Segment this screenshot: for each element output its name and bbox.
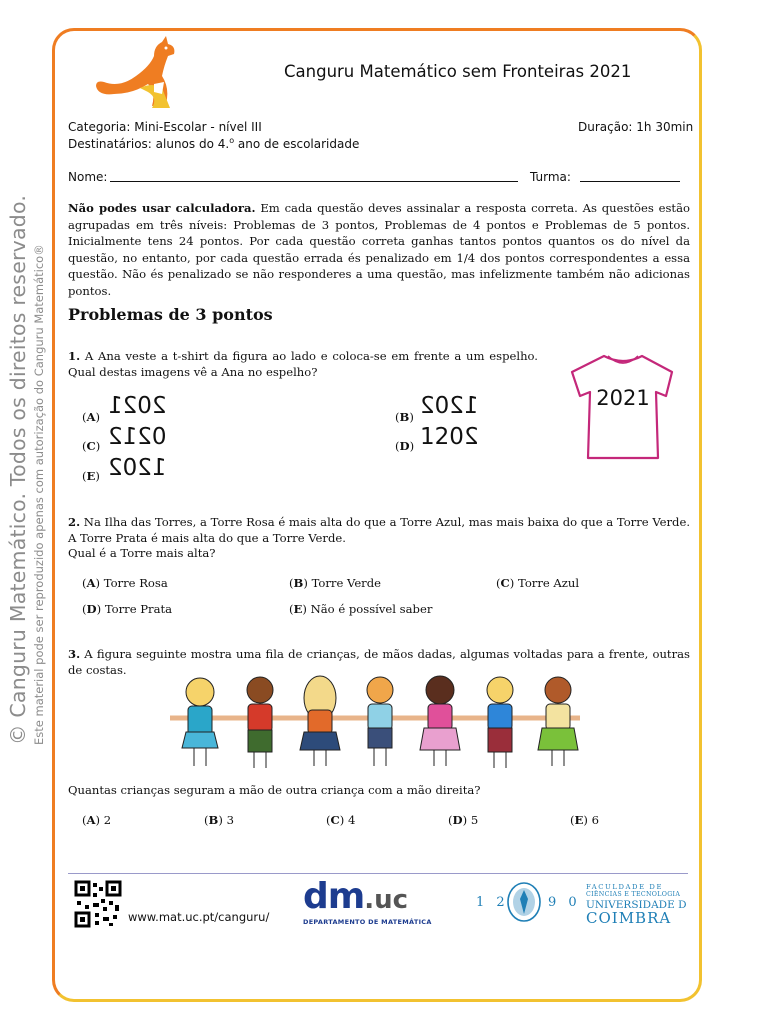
name-label: Nome:: [68, 170, 108, 184]
q2-option-e-text: Não é possível saber: [310, 602, 433, 616]
instructions: [68, 200, 690, 300]
q2-option-b[interactable]: (B) Torre Verde: [289, 576, 381, 590]
q2-option-a-label: A: [86, 576, 96, 590]
uc-faculty-line2: CIÊNCIAS E TECNOLOGIA: [586, 891, 681, 898]
kangaroo-logo: [92, 36, 188, 112]
category-label: Categoria: Mini-Escolar - nível III: [68, 120, 262, 134]
q1-option-d-label: D: [399, 439, 410, 453]
q2-question: Qual é a Torre mais alta?: [68, 546, 216, 560]
uc-year-right: 9 0: [548, 895, 581, 910]
q1-option-a[interactable]: (A): [82, 410, 101, 424]
uc-seal-icon: [506, 881, 542, 923]
q3-option-b-text: 3: [226, 813, 234, 827]
footer-url-link[interactable]: www.mat.uc.pt/canguru/: [128, 910, 270, 924]
q1-number: 1.: [68, 349, 81, 363]
q2-text: Na Ilha das Torres, a Torre Rosa é mais alta do que a Torre Azul, mas mais baixa do que a Torre Verde. A Torre Prata é mais alta do que a Torre Verde.: [68, 515, 690, 545]
uc-faculty-line1: FACULDADE DE: [586, 883, 664, 891]
q3-option-d[interactable]: (D) 5: [448, 813, 479, 827]
q3-number: 3.: [68, 647, 81, 661]
q3-option-d-label: D: [452, 813, 463, 827]
q1-option-d[interactable]: (D): [395, 439, 415, 453]
qr-code-icon[interactable]: [74, 880, 122, 928]
copyright-subline: Este material pode ser reproduzido apenas com autorização do Canguru Matemático®: [32, 244, 46, 745]
recipients-label: [68, 136, 359, 151]
duration-label: Duração: 1h 30min: [578, 120, 694, 134]
q1-option-e-value: 1202: [108, 455, 167, 481]
name-field[interactable]: [110, 181, 518, 182]
q2-option-a-text: Torre Rosa: [103, 576, 168, 590]
q1-option-b-value: 1202: [420, 393, 479, 419]
uc-university-label: UNIVERSIDADE D: [586, 899, 687, 911]
footer-divider: [68, 873, 688, 874]
q1-option-a-label: A: [86, 410, 96, 424]
instructions-text: Em cada questão deves assinalar a resposta correta. As questões estão agrupadas em três níveis: Problemas de 3 pontos, Problemas de 4 pontos e Problemas de 5 pontos. Inicialmente tens 24 pontos. Por cada questão correta ganhas tantos pontos quantos os do nível da questão, no entanto, por cada questão errada és penalizado em 1/4 dos pontos correspondentes a essa questão. Não és penalizado se não responderes a uma questão, mas infelizmente também não adicionas pontos.: [68, 201, 690, 298]
section-title: Problemas de 3 pontos: [68, 305, 273, 324]
q2-option-a[interactable]: (A) Torre Rosa: [82, 576, 168, 590]
q1-option-c-value: 0212: [108, 424, 167, 450]
q3-option-a-label: A: [86, 813, 96, 827]
q3-option-c-text: 4: [347, 813, 356, 827]
q3-option-c[interactable]: (C) 4: [326, 813, 356, 827]
q2-option-d[interactable]: (D) Torre Prata: [82, 602, 173, 616]
tshirt-image: [566, 350, 680, 464]
q1-option-e[interactable]: (E): [82, 469, 100, 483]
q3-option-e-text: 6: [591, 813, 599, 827]
q2-option-d-text: Torre Prata: [104, 602, 173, 616]
q3-option-c-label: C: [330, 813, 340, 827]
q1-option-b-label: B: [399, 410, 410, 424]
q1-option-c-label: C: [86, 439, 96, 453]
header-title: Canguru Matemático sem Fronteiras 2021: [284, 62, 632, 81]
q1-option-c[interactable]: (C): [82, 439, 101, 453]
q2-option-e[interactable]: (E) Não é possível saber: [289, 602, 433, 616]
instructions-bold: Não podes usar calculadora.: [68, 201, 256, 215]
q3-option-b[interactable]: (B) 3: [204, 813, 234, 827]
class-label: Turma:: [530, 170, 571, 184]
q3-option-e[interactable]: (E) 6: [570, 813, 599, 827]
uc-year-left: 1 2: [476, 895, 509, 910]
recipients-text: Destinatários: alunos do 4.: [68, 137, 230, 151]
q3-option-b-label: B: [208, 813, 219, 827]
question-2: [68, 515, 690, 562]
uc-coimbra-label: COIMBRA: [586, 909, 672, 927]
q3-question: Quantas crianças seguram a mão de outra criança com a mão direita?: [68, 783, 481, 797]
q1-option-e-label: E: [86, 469, 96, 483]
q1-option-a-value: 2021: [108, 393, 167, 419]
q3-option-d-text: 5: [470, 813, 479, 827]
recipients-rest: ano de escolaridade: [234, 137, 360, 151]
dm-logo-main: dm: [303, 876, 365, 917]
q2-number: 2.: [68, 515, 81, 529]
question-1: [68, 349, 538, 380]
dm-uc-logo: [303, 876, 408, 917]
dm-dept-label: DEPARTAMENTO DE MATEMÁTICA: [303, 918, 432, 926]
q2-option-c[interactable]: (C) Torre Azul: [496, 576, 580, 590]
q2-option-c-text: Torre Azul: [517, 576, 580, 590]
q1-option-d-value: 1202: [420, 424, 479, 450]
q2-option-d-label: D: [86, 602, 97, 616]
q1-option-b[interactable]: (B): [395, 410, 414, 424]
q2-option-e-label: E: [293, 602, 303, 616]
class-field[interactable]: [580, 181, 680, 182]
tshirt-text: 2021: [596, 386, 650, 410]
q2-option-b-text: Torre Verde: [311, 576, 381, 590]
q1-text: A Ana veste a t-shirt da figura ao lado e coloca-se em frente a um espelho. Qual destas imagens vê a Ana no espelho?: [68, 349, 538, 379]
q3-option-e-label: E: [574, 813, 584, 827]
q2-option-b-label: B: [293, 576, 304, 590]
q3-option-a[interactable]: (A) 2: [82, 813, 112, 827]
q2-option-c-label: C: [500, 576, 510, 590]
q3-option-a-text: 2: [103, 813, 112, 827]
dm-logo-suffix: .uc: [364, 885, 409, 915]
children-illustration: [160, 670, 590, 780]
recipients-sup: o: [229, 136, 235, 145]
copyright-vertical: [6, 195, 46, 745]
q3-text: A figura seguinte mostra uma fila de crianças, de mãos dadas, algumas voltadas para a frente, outras de costas.: [68, 647, 690, 677]
copyright-line: © Canguru Matemático. Todos os direitos reservado.: [6, 194, 30, 745]
